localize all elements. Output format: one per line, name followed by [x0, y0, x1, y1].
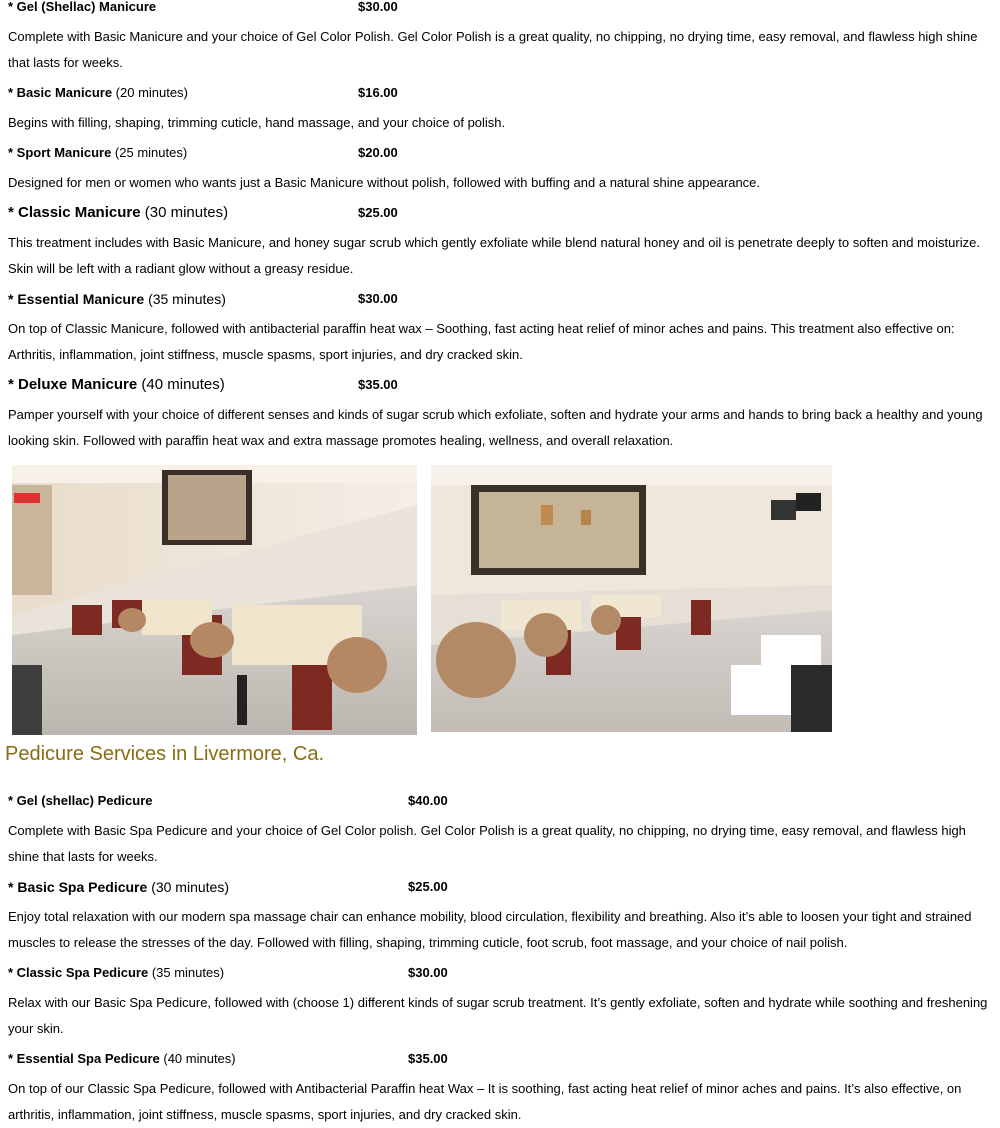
service-name: * Sport Manicure — [8, 145, 112, 160]
service-duration: (30 minutes) — [151, 879, 229, 895]
service-description: Complete with Basic Manicure and your choice of Gel Color Polish. Gel Color Polish is a great quality, no chipping, no drying time, easy removal, and flawless high shine that lasts for weeks. — [8, 29, 978, 70]
manicure-3-row — [8, 203, 398, 223]
service-price: $30.00 — [358, 291, 398, 306]
manicure-5-row — [8, 375, 398, 395]
service-description: This treatment includes with Basic Manicure, and honey sugar scrub which gently exfoliate while blend natural honey and oil is penetrate deeply to soften and moisturize. Skin will be left with a radiant glow without a greasy residue. — [8, 235, 980, 276]
service-name: * Deluxe Manicure — [8, 376, 138, 393]
service-description: Relax with our Basic Spa Pedicure, followed with (choose 1) different kinds of sugar scrub treatment. It’s gently exfoliate, soften and hydrate while soothing and freshening your skin. — [8, 995, 988, 1036]
service-description: Begins with filling, shaping, trimming cuticle, hand massage, and your choice of polish. — [8, 115, 506, 130]
service-duration: (30 minutes) — [144, 204, 229, 221]
service-price: $25.00 — [358, 205, 398, 220]
service-name: * Classic Manicure — [8, 204, 141, 221]
service-duration: (20 minutes) — [115, 85, 188, 100]
service-name: * Basic Manicure — [8, 85, 113, 100]
service-description: Pamper yourself with your choice of different senses and kinds of sugar scrub which exfoliate, soften and hydrate your arms and hands to bring back a healthy and young looking skin. Followed with paraffin heat wax and extra massage promotes healing, wellness, and overall relaxation. — [8, 407, 983, 448]
pedicure-2-row — [8, 963, 448, 983]
service-duration: (25 minutes) — [114, 145, 188, 160]
service-duration: (35 minutes) — [151, 965, 225, 980]
pedicure-section-heading: Pedicure Services in Livermore, Ca. — [5, 743, 325, 765]
service-description: On top of Classic Manicure, followed with antibacterial paraffin heat wax – Soothing, fast acting heat relief of minor aches and pains. This treatment also effective on: Arthritis, inflammation, joint stiffness, muscle spasms, sport injuries, and dry cracked skin. — [8, 321, 955, 362]
service-price: $25.00 — [408, 879, 448, 894]
manicure-1-row — [8, 83, 398, 103]
manicure-4-row — [8, 289, 398, 309]
pedicure-1-row — [8, 877, 448, 897]
service-name: * Gel (shellac) Pedicure — [8, 793, 153, 808]
service-name: * Classic Spa Pedicure — [8, 965, 149, 980]
service-duration: (40 minutes) — [141, 376, 225, 393]
service-name: * Gel (Shellac) Manicure — [8, 0, 157, 14]
service-description: Designed for men or women who wants just a Basic Manicure without polish, followed with buffing and a natural shine appearance. — [8, 175, 761, 190]
salon-interior-photo-right — [431, 465, 832, 732]
service-price: $30.00 — [358, 0, 398, 14]
service-description: On top of our Classic Spa Pedicure, followed with Antibacterial Paraffin heat Wax – It is soothing, fast acting heat relief of minor aches and pains. It’s also effective, on arthritis, inflammation, joint stiffness, muscle spasms, sport injuries, and dry cracked skin. — [8, 1081, 962, 1122]
manicure-2-row — [8, 143, 398, 163]
service-name: * Essential Spa Pedicure — [8, 1051, 160, 1066]
service-name: * Basic Spa Pedicure — [8, 879, 148, 895]
pedicure-3-row — [8, 1049, 448, 1069]
service-price: $40.00 — [408, 793, 448, 808]
service-price: $16.00 — [358, 85, 398, 100]
service-description: Enjoy total relaxation with our modern spa massage chair can enhance mobility, blood circulation, flexibility and breathing. Also it’s able to loosen your tight and strained muscles to release the stresses of the day. Followed with filling, shaping, trimming cuticle, foot scrub, foot massage, and your choice of nail polish. — [8, 909, 972, 950]
service-price: $35.00 — [358, 377, 398, 392]
service-duration: (35 minutes) — [148, 291, 226, 307]
service-price: $35.00 — [408, 1051, 448, 1066]
manicure-0-row — [8, 0, 398, 17]
service-name: * Essential Manicure — [8, 291, 145, 307]
service-price: $20.00 — [358, 145, 398, 160]
service-price: $30.00 — [408, 965, 448, 980]
service-description: Complete with Basic Spa Pedicure and your choice of Gel Color polish. Gel Color Polish is a great quality, no chipping, no drying time, easy removal, and flawless high shine that lasts for weeks. — [8, 823, 966, 864]
service-duration: (40 minutes) — [163, 1051, 236, 1066]
pedicure-0-row — [8, 791, 448, 811]
salon-interior-photo-left — [12, 465, 417, 735]
